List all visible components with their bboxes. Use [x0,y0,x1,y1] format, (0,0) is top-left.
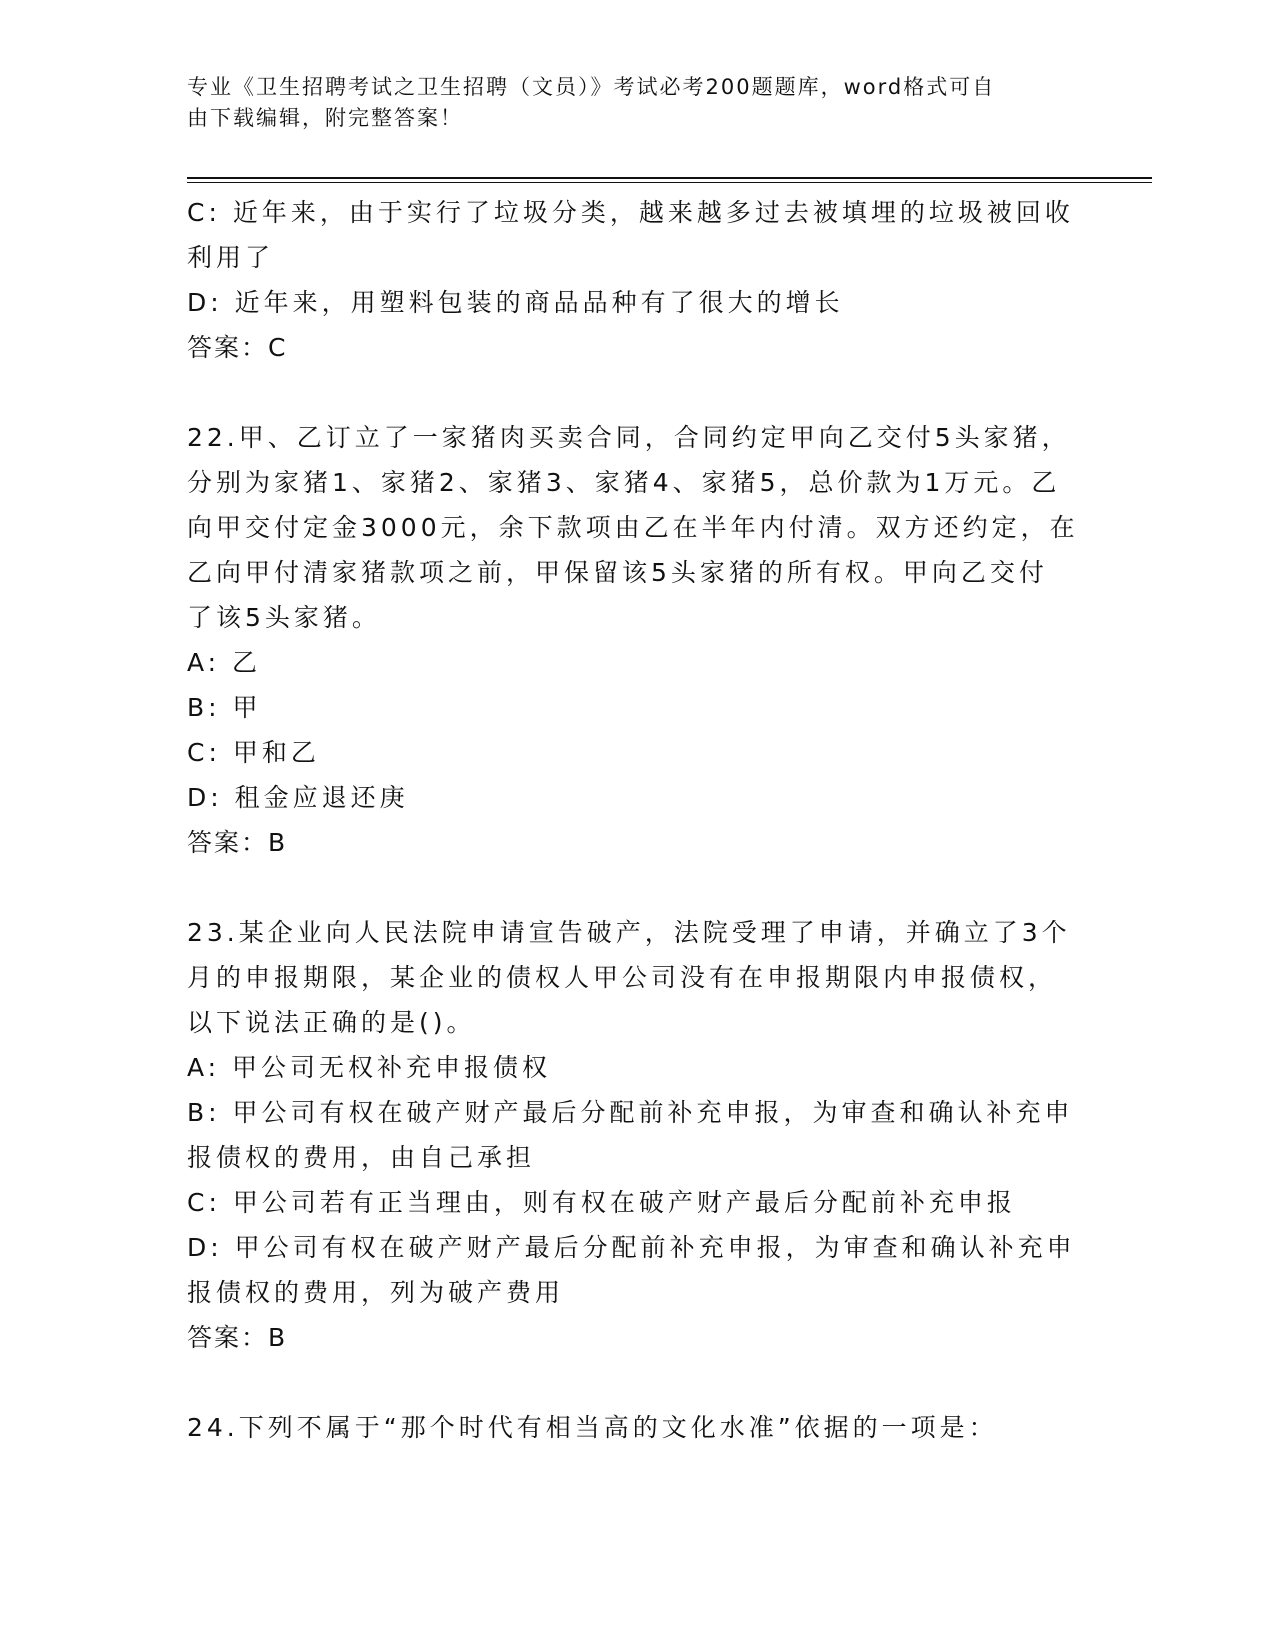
question-content [187,190,1087,1450]
option-d: D: 租金应退还庚 [187,783,409,812]
question-stem-line: 24.下列不属于“那个时代有相当高的文化水准”依据的一项是： [187,1413,998,1442]
question-22 [187,415,1087,865]
header-divider-thick [187,177,1152,179]
option-d-line-1: D: 甲公司有权在破产财产最后分配前补充申报，为审查和确认补充申 [187,1233,1076,1262]
question-stem-line: 22.甲、乙订立了一家猪肉买卖合同，合同约定甲向乙交付5头家猪， [187,423,1071,452]
option-a: A: 乙 [187,648,262,677]
option-c-line-1: C: 近年来，由于实行了垃圾分类，越来越多过去被填埋的垃圾被回收 [187,198,1074,227]
question-stem-line: 向甲交付定金3000元，余下款项由乙在半年内付清。双方还约定，在 [187,513,1079,542]
option-b-line-1: B: 甲公司有权在破产财产最后分配前补充申报，为审查和确认补充申 [187,1098,1074,1127]
option-b-line-2: 报债权的费用，由自己承担 [187,1143,536,1172]
option-b: B: 甲 [187,693,262,722]
question-stem-line: 以下说法正确的是()。 [187,1008,476,1037]
spacer [187,1360,1087,1405]
header-divider-thin [187,182,1152,183]
question-stem-line: 月的申报期限，某企业的债权人甲公司没有在申报期限内申报债权， [187,963,1058,992]
spacer [187,370,1087,415]
question-23 [187,910,1087,1360]
header-line-1: 专业《卫生招聘考试之卫生招聘（文员）》考试必考200题题库，word格式可自 [187,75,996,99]
question-24 [187,1405,1087,1450]
question-stem-line: 23.某企业向人民法院申请宣告破产，法院受理了申请，并确立了3个 [187,918,1071,947]
option-d-line-2: 报债权的费用，列为破产费用 [187,1278,565,1307]
option-d: D: 近年来，用塑料包装的商品品种有了很大的增长 [187,288,844,317]
header-line-2: 由下载编辑，附完整答案！ [187,106,463,130]
option-c-line-2: 利用了 [187,243,275,272]
option-c: C: 甲公司若有正当理由，则有权在破产财产最后分配前补充申报 [187,1188,1016,1217]
previous-question-tail [187,190,1087,370]
option-c: C: 甲和乙 [187,738,320,767]
question-stem-line: 了该5头家猪。 [187,603,381,632]
answer-line: 答案：B [187,828,288,857]
question-stem-line: 分别为家猪1、家猪2、家猪3、家猪4、家猪5，总价款为1万元。乙 [187,468,1061,497]
question-stem-line: 乙向甲付清家猪款项之前，甲保留该5头家猪的所有权。甲向乙交付 [187,558,1048,587]
answer-line: 答案：C [187,333,288,362]
answer-line: 答案：B [187,1323,288,1352]
spacer [187,865,1087,910]
option-a: A: 甲公司无权补充申报债权 [187,1053,552,1082]
document-header [187,72,1067,134]
